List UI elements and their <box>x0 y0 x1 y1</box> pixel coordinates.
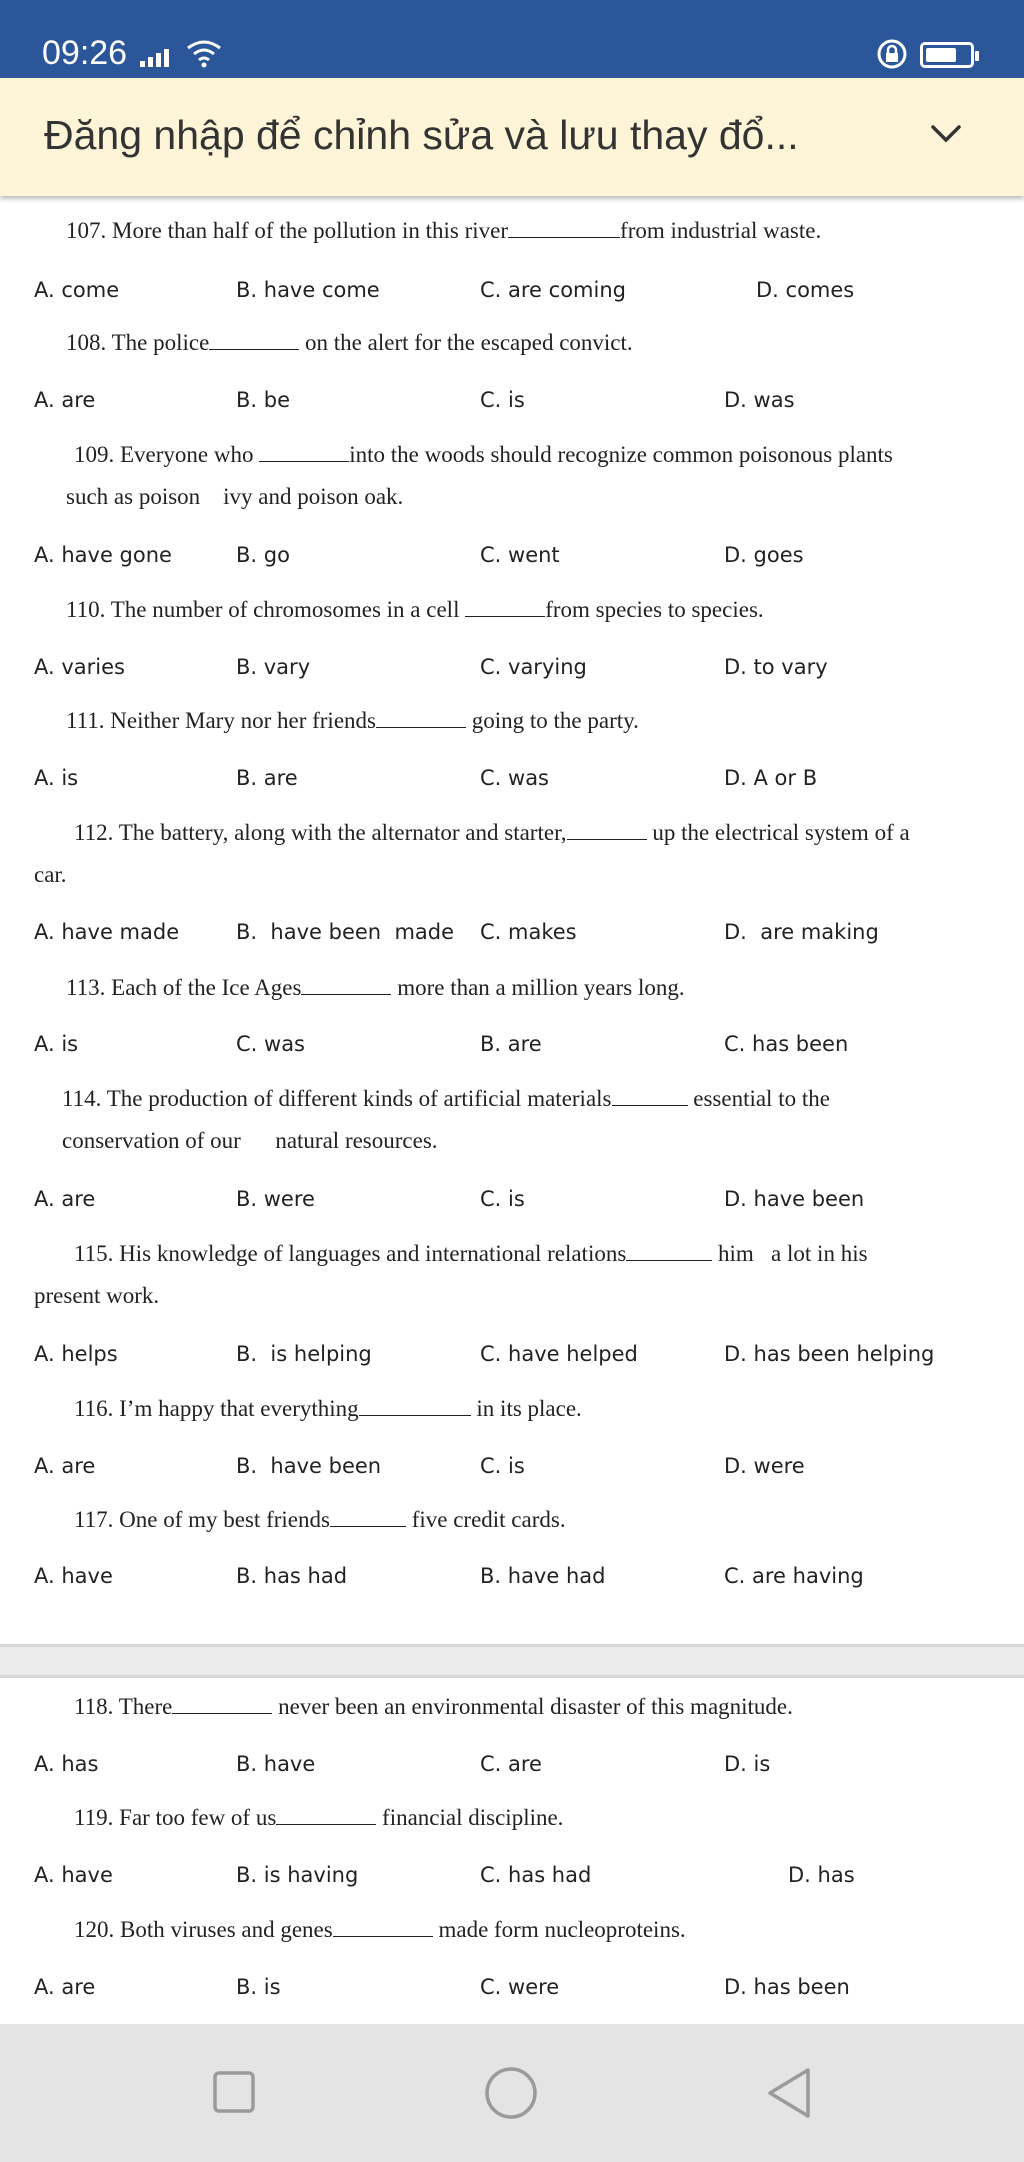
option: C. are coming <box>480 278 626 302</box>
option: D. was <box>724 388 795 412</box>
question-116: 116. I’m happy that everything in its place. <box>74 1396 582 1421</box>
option: B. are <box>236 766 298 790</box>
option: C. were <box>480 1975 560 1999</box>
option: D. A or B <box>724 766 818 790</box>
question-115-line2: present work. <box>34 1283 160 1308</box>
question-109: 109. Everyone who into the woods should recognize common poisonous plants <box>74 442 893 467</box>
question-119: 119. Far too few of us financial discipline. <box>74 1805 564 1830</box>
question-118: 118. There never been an environmental disaster of this magnitude. <box>74 1694 793 1719</box>
option: A. are <box>34 1975 96 1999</box>
option: B. is helping <box>236 1342 372 1366</box>
option: B. have been made <box>236 920 455 944</box>
option: C. is <box>480 1187 525 1211</box>
question-112: 112. The battery, along with the alternator and starter, up the electrical system of a <box>74 820 910 845</box>
option: A. come <box>34 278 120 302</box>
option: C. went <box>480 543 560 567</box>
option: C. have helped <box>480 1342 638 1366</box>
question-109-line2: such as poison ivy and poison oak. <box>66 484 404 509</box>
option: D. goes <box>724 543 804 567</box>
option: D. has been helping <box>724 1342 935 1366</box>
option: A. have <box>34 1863 113 1887</box>
option: C. makes <box>480 920 577 944</box>
option: B. are <box>480 1032 542 1056</box>
option: C. was <box>480 766 549 790</box>
option: A. is <box>34 1032 79 1056</box>
status-bar <box>0 0 1024 78</box>
back-icon[interactable] <box>766 2066 812 2120</box>
option: C. has been <box>724 1032 849 1056</box>
question-113: 113. Each of the Ice Ages more than a million years long. <box>66 975 685 1000</box>
signal-icon <box>140 48 172 67</box>
chevron-down-icon[interactable] <box>930 124 962 144</box>
option: B. is <box>236 1975 281 1999</box>
page-break <box>0 1644 1024 1678</box>
option: A. has <box>34 1752 99 1776</box>
question-117: 117. One of my best friends five credit cards. <box>74 1507 566 1532</box>
sign-in-banner[interactable] <box>0 78 1024 196</box>
option: C. varying <box>480 655 587 679</box>
option: C. has had <box>480 1863 592 1887</box>
option: D. are making <box>724 920 879 944</box>
home-icon[interactable] <box>484 2066 538 2120</box>
option: A. helps <box>34 1342 118 1366</box>
option: B. is having <box>236 1863 359 1887</box>
option: A. varies <box>34 655 125 679</box>
option: A. are <box>34 1187 96 1211</box>
option: C. was <box>236 1032 305 1056</box>
question-115: 115. His knowledge of languages and international relations him a lot in his <box>74 1241 868 1266</box>
option: B. have had <box>480 1564 606 1588</box>
option: A. are <box>34 1454 96 1478</box>
question-107: 107. More than half of the pollution in this river from industrial waste. <box>66 218 822 243</box>
option: B. have been <box>236 1454 382 1478</box>
wifi-icon <box>186 38 222 68</box>
question-112-line2: car. <box>34 862 67 887</box>
question-114: 114. The production of different kinds of artificial materials essential to the <box>62 1086 830 1111</box>
option: B. have come <box>236 278 380 302</box>
option: A. is <box>34 766 79 790</box>
option: B. has had <box>236 1564 348 1588</box>
option: D. is <box>724 1752 771 1776</box>
rotation-lock-icon <box>876 38 908 70</box>
sign-in-banner-text: Đăng nhập để chỉnh sửa và lưu thay đổ... <box>44 112 799 158</box>
option: A. have made <box>34 920 180 944</box>
system-nav-bar <box>0 2024 1024 2162</box>
option: B. were <box>236 1187 315 1211</box>
option: D. have been <box>724 1187 865 1211</box>
question-108: 108. The police on the alert for the escaped convict. <box>66 330 633 355</box>
question-110: 110. The number of chromosomes in a cell from species to species. <box>66 597 764 622</box>
option: C. are <box>480 1752 542 1776</box>
option: B. vary <box>236 655 311 679</box>
question-111: 111. Neither Mary nor her friends going to the party. <box>66 708 639 733</box>
option: A. are <box>34 388 96 412</box>
status-time: 09:26 <box>42 34 128 72</box>
option: C. is <box>480 388 525 412</box>
question-120: 120. Both viruses and genes made form nucleoproteins. <box>74 1917 686 1942</box>
recent-apps-icon[interactable] <box>212 2070 256 2114</box>
battery-icon <box>920 42 974 68</box>
question-114-line2: conservation of our natural resources. <box>62 1128 438 1153</box>
option: B. go <box>236 543 290 567</box>
option: D. to vary <box>724 655 828 679</box>
option: D. were <box>724 1454 805 1478</box>
option: C. are having <box>724 1564 864 1588</box>
option: B. have <box>236 1752 316 1776</box>
option: B. be <box>236 388 291 412</box>
option: D. has been <box>724 1975 850 1999</box>
option: D. has <box>788 1863 855 1887</box>
option: C. is <box>480 1454 525 1478</box>
option: A. have <box>34 1564 113 1588</box>
option: D. comes <box>756 278 855 302</box>
option: A. have gone <box>34 543 172 567</box>
